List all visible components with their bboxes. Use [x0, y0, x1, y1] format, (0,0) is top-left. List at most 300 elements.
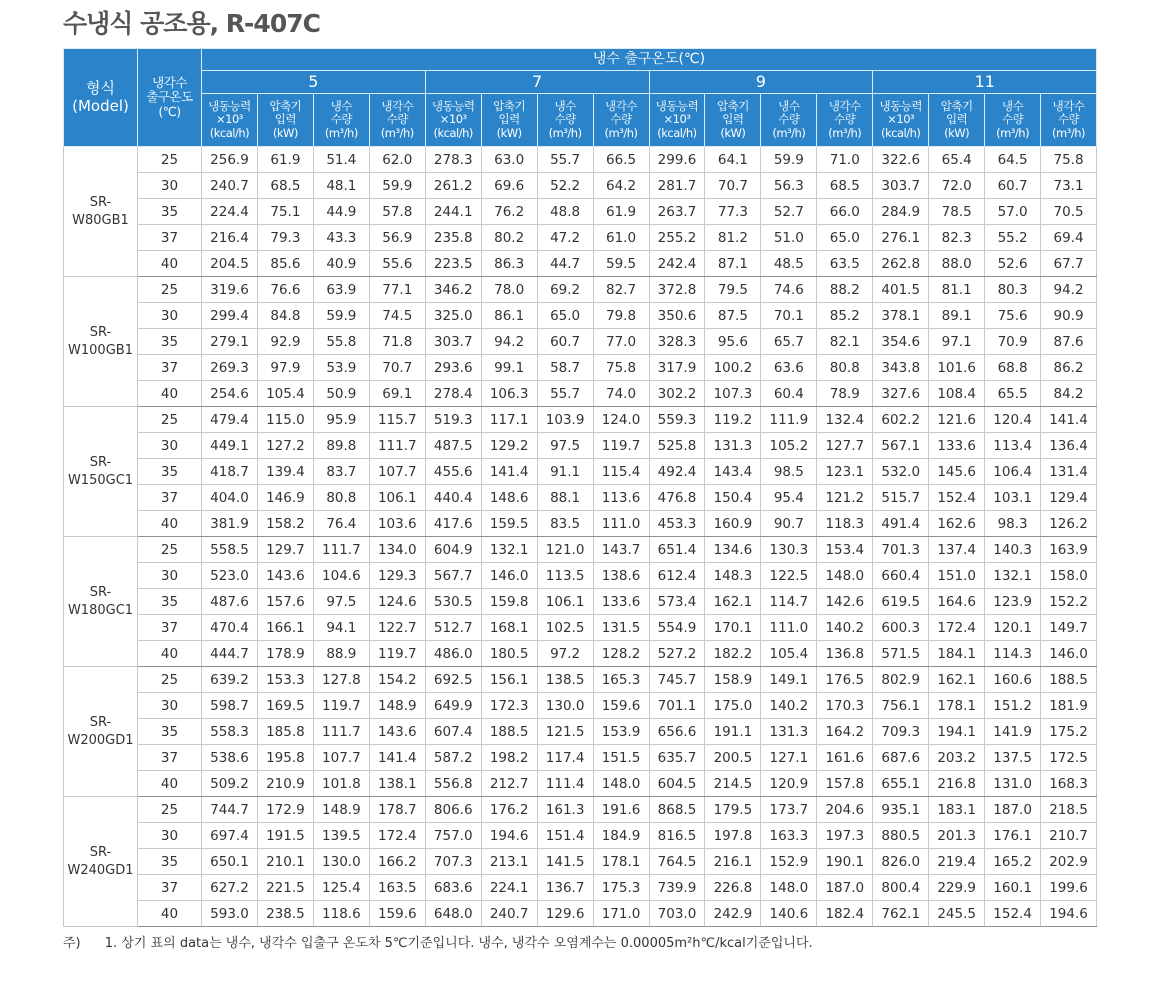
value-cell: 660.4	[873, 563, 929, 589]
value-cell: 74.6	[761, 277, 817, 303]
value-cell: 198.2	[481, 745, 537, 771]
value-cell: 200.5	[705, 745, 761, 771]
table-row	[64, 355, 1097, 381]
value-cell: 121.2	[817, 485, 873, 511]
value-cell: 151.0	[929, 563, 985, 589]
value-cell: 935.1	[873, 797, 929, 823]
value-cell: 327.6	[873, 381, 929, 407]
value-cell: 120.4	[985, 407, 1041, 433]
value-cell: 168.1	[481, 615, 537, 641]
value-cell: 62.0	[369, 147, 425, 173]
value-cell: 161.6	[817, 745, 873, 771]
table-row	[64, 225, 1097, 251]
value-cell: 89.8	[313, 433, 369, 459]
table-row	[64, 277, 1097, 303]
table-row	[64, 199, 1097, 225]
value-cell: 74.0	[593, 381, 649, 407]
value-cell: 70.9	[985, 329, 1041, 355]
model-cell: SR- W200GD1	[64, 667, 138, 797]
value-cell: 183.1	[929, 797, 985, 823]
value-cell: 126.2	[1041, 511, 1097, 537]
value-cell: 346.2	[425, 277, 481, 303]
value-cell: 131.3	[705, 433, 761, 459]
value-cell: 404.0	[202, 485, 258, 511]
value-cell: 127.7	[817, 433, 873, 459]
value-cell: 139.5	[313, 823, 369, 849]
cooling-temp-cell: 35	[138, 199, 202, 225]
value-cell: 152.9	[761, 849, 817, 875]
value-cell: 170.3	[817, 693, 873, 719]
sub-column-header: 냉동능력 ×10³ (kcal/h)	[202, 94, 258, 147]
value-cell: 745.7	[649, 667, 705, 693]
value-cell: 607.4	[425, 719, 481, 745]
value-cell: 77.0	[593, 329, 649, 355]
value-cell: 94.1	[313, 615, 369, 641]
value-cell: 129.4	[1041, 485, 1097, 511]
value-cell: 656.6	[649, 719, 705, 745]
sub-column-header: 압축기 입력 (kW)	[705, 94, 761, 147]
value-cell: 132.4	[817, 407, 873, 433]
value-cell: 532.0	[873, 459, 929, 485]
value-cell: 121.0	[537, 537, 593, 563]
value-cell: 449.1	[202, 433, 258, 459]
value-cell: 97.9	[257, 355, 313, 381]
value-cell: 115.0	[257, 407, 313, 433]
value-cell: 559.3	[649, 407, 705, 433]
table-row	[64, 563, 1097, 589]
value-cell: 122.7	[369, 615, 425, 641]
value-cell: 240.7	[202, 173, 258, 199]
table-body	[64, 147, 1097, 927]
value-cell: 82.3	[929, 225, 985, 251]
value-cell: 141.4	[369, 745, 425, 771]
value-cell: 194.6	[1041, 901, 1097, 927]
value-cell: 538.6	[202, 745, 258, 771]
table-row	[64, 407, 1097, 433]
table-row	[64, 303, 1097, 329]
value-cell: 71.0	[817, 147, 873, 173]
value-cell: 40.9	[313, 251, 369, 277]
value-cell: 216.1	[705, 849, 761, 875]
value-cell: 82.1	[817, 329, 873, 355]
table-row	[64, 693, 1097, 719]
table-row	[64, 147, 1097, 173]
cooling-temp-cell: 37	[138, 485, 202, 511]
value-cell: 111.7	[313, 537, 369, 563]
value-cell: 94.2	[1041, 277, 1097, 303]
value-cell: 105.4	[257, 381, 313, 407]
table-row	[64, 459, 1097, 485]
value-cell: 639.2	[202, 667, 258, 693]
cooling-temp-cell: 25	[138, 407, 202, 433]
value-cell: 143.6	[257, 563, 313, 589]
value-cell: 69.4	[1041, 225, 1097, 251]
value-cell: 106.4	[985, 459, 1041, 485]
value-cell: 240.7	[481, 901, 537, 927]
value-cell: 119.2	[705, 407, 761, 433]
value-cell: 117.1	[481, 407, 537, 433]
value-cell: 604.5	[649, 771, 705, 797]
value-cell: 118.3	[817, 511, 873, 537]
value-cell: 600.3	[873, 615, 929, 641]
value-cell: 148.3	[705, 563, 761, 589]
value-cell: 187.0	[817, 875, 873, 901]
value-cell: 567.7	[425, 563, 481, 589]
value-cell: 687.6	[873, 745, 929, 771]
value-cell: 487.6	[202, 589, 258, 615]
table-row	[64, 511, 1097, 537]
value-cell: 56.9	[369, 225, 425, 251]
value-cell: 80.8	[817, 355, 873, 381]
value-cell: 138.6	[593, 563, 649, 589]
value-cell: 238.5	[257, 901, 313, 927]
value-cell: 279.1	[202, 329, 258, 355]
value-cell: 299.4	[202, 303, 258, 329]
value-cell: 178.1	[929, 693, 985, 719]
value-cell: 191.6	[593, 797, 649, 823]
cooling-temp-cell: 30	[138, 693, 202, 719]
value-cell: 194.6	[481, 823, 537, 849]
value-cell: 97.5	[537, 433, 593, 459]
value-cell: 128.2	[593, 641, 649, 667]
cooling-temp-cell: 35	[138, 589, 202, 615]
value-cell: 75.8	[593, 355, 649, 381]
value-cell: 163.9	[1041, 537, 1097, 563]
value-cell: 152.2	[1041, 589, 1097, 615]
value-cell: 202.9	[1041, 849, 1097, 875]
value-cell: 140.2	[817, 615, 873, 641]
value-cell: 212.7	[481, 771, 537, 797]
value-cell: 120.1	[985, 615, 1041, 641]
value-cell: 650.1	[202, 849, 258, 875]
value-cell: 204.5	[202, 251, 258, 277]
value-cell: 123.9	[985, 589, 1041, 615]
value-cell: 105.4	[761, 641, 817, 667]
table-row	[64, 615, 1097, 641]
model-cell: SR- W240GD1	[64, 797, 138, 927]
value-cell: 216.8	[929, 771, 985, 797]
value-cell: 153.4	[817, 537, 873, 563]
value-cell: 635.7	[649, 745, 705, 771]
value-cell: 381.9	[202, 511, 258, 537]
value-cell: 78.5	[929, 199, 985, 225]
value-cell: 140.3	[985, 537, 1041, 563]
value-cell: 350.6	[649, 303, 705, 329]
value-cell: 245.5	[929, 901, 985, 927]
value-cell: 75.8	[1041, 147, 1097, 173]
value-cell: 197.8	[705, 823, 761, 849]
value-cell: 701.1	[649, 693, 705, 719]
value-cell: 598.7	[202, 693, 258, 719]
value-cell: 158.0	[1041, 563, 1097, 589]
value-cell: 130.3	[761, 537, 817, 563]
value-cell: 175.0	[705, 693, 761, 719]
value-cell: 619.5	[873, 589, 929, 615]
sub-column-header: 냉각수 수량 (m³/h)	[369, 94, 425, 147]
value-cell: 84.2	[1041, 381, 1097, 407]
table-row	[64, 433, 1097, 459]
value-cell: 118.6	[313, 901, 369, 927]
value-cell: 70.1	[761, 303, 817, 329]
value-cell: 172.4	[369, 823, 425, 849]
value-cell: 80.8	[313, 485, 369, 511]
value-cell: 43.3	[313, 225, 369, 251]
value-cell: 78.9	[817, 381, 873, 407]
value-cell: 554.9	[649, 615, 705, 641]
chilled-temp-7: 7	[425, 71, 649, 94]
value-cell: 61.9	[257, 147, 313, 173]
value-cell: 168.3	[1041, 771, 1097, 797]
cooling-water-temp-header: 냉각수 출구온도 (℃)	[138, 49, 202, 147]
value-cell: 140.2	[761, 693, 817, 719]
value-cell: 293.6	[425, 355, 481, 381]
value-cell: 479.4	[202, 407, 258, 433]
value-cell: 79.8	[593, 303, 649, 329]
value-cell: 152.4	[929, 485, 985, 511]
cooling-temp-cell: 40	[138, 901, 202, 927]
value-cell: 470.4	[202, 615, 258, 641]
sub-column-header: 냉각수 수량 (m³/h)	[1041, 94, 1097, 147]
table-row	[64, 849, 1097, 875]
value-cell: 214.5	[705, 771, 761, 797]
sub-column-header: 냉수 수량 (m³/h)	[313, 94, 369, 147]
value-cell: 97.5	[313, 589, 369, 615]
value-cell: 82.7	[593, 277, 649, 303]
value-cell: 512.7	[425, 615, 481, 641]
table-row	[64, 875, 1097, 901]
table-row	[64, 719, 1097, 745]
value-cell: 762.1	[873, 901, 929, 927]
value-cell: 216.4	[202, 225, 258, 251]
value-cell: 44.7	[537, 251, 593, 277]
value-cell: 117.4	[537, 745, 593, 771]
value-cell: 158.2	[257, 511, 313, 537]
value-cell: 136.4	[1041, 433, 1097, 459]
value-cell: 151.2	[985, 693, 1041, 719]
footnote-mark: 주)	[63, 936, 81, 951]
cooling-temp-cell: 37	[138, 615, 202, 641]
value-cell: 159.8	[481, 589, 537, 615]
cooling-temp-cell: 37	[138, 355, 202, 381]
value-cell: 103.1	[985, 485, 1041, 511]
value-cell: 178.7	[369, 797, 425, 823]
value-cell: 85.2	[817, 303, 873, 329]
cooling-temp-cell: 40	[138, 251, 202, 277]
cooling-temp-cell: 25	[138, 797, 202, 823]
value-cell: 56.3	[761, 173, 817, 199]
value-cell: 221.5	[257, 875, 313, 901]
sub-column-header: 냉수 수량 (m³/h)	[761, 94, 817, 147]
value-cell: 197.3	[817, 823, 873, 849]
value-cell: 172.4	[929, 615, 985, 641]
value-cell: 66.0	[817, 199, 873, 225]
value-cell: 164.6	[929, 589, 985, 615]
value-cell: 97.2	[537, 641, 593, 667]
value-cell: 88.1	[537, 485, 593, 511]
table-row	[64, 641, 1097, 667]
model-cell: SR- W180GC1	[64, 537, 138, 667]
value-cell: 224.4	[202, 199, 258, 225]
value-cell: 86.1	[481, 303, 537, 329]
chilled-temp-11: 11	[873, 71, 1097, 94]
chilled-temp-5: 5	[202, 71, 426, 94]
value-cell: 121.5	[537, 719, 593, 745]
value-cell: 90.7	[761, 511, 817, 537]
value-cell: 80.3	[985, 277, 1041, 303]
sub-column-header: 압축기 입력 (kW)	[481, 94, 537, 147]
value-cell: 602.2	[873, 407, 929, 433]
value-cell: 262.8	[873, 251, 929, 277]
value-cell: 169.5	[257, 693, 313, 719]
value-cell: 124.0	[593, 407, 649, 433]
cooling-temp-cell: 40	[138, 641, 202, 667]
value-cell: 226.8	[705, 875, 761, 901]
performance-table	[63, 48, 1097, 927]
value-cell: 75.6	[985, 303, 1041, 329]
value-cell: 154.2	[369, 667, 425, 693]
value-cell: 44.9	[313, 199, 369, 225]
value-cell: 567.1	[873, 433, 929, 459]
value-cell: 65.4	[929, 147, 985, 173]
sub-column-header: 냉각수 수량 (m³/h)	[817, 94, 873, 147]
value-cell: 190.1	[817, 849, 873, 875]
value-cell: 148.0	[817, 563, 873, 589]
value-cell: 707.3	[425, 849, 481, 875]
value-cell: 519.3	[425, 407, 481, 433]
value-cell: 195.8	[257, 745, 313, 771]
value-cell: 151.5	[593, 745, 649, 771]
value-cell: 401.5	[873, 277, 929, 303]
table-row	[64, 329, 1097, 355]
value-cell: 120.9	[761, 771, 817, 797]
value-cell: 223.5	[425, 251, 481, 277]
table-row	[64, 901, 1097, 927]
value-cell: 55.2	[985, 225, 1041, 251]
value-cell: 103.6	[369, 511, 425, 537]
value-cell: 107.3	[705, 381, 761, 407]
value-cell: 111.4	[537, 771, 593, 797]
value-cell: 160.1	[985, 875, 1041, 901]
value-cell: 78.0	[481, 277, 537, 303]
value-cell: 149.1	[761, 667, 817, 693]
value-cell: 113.6	[593, 485, 649, 511]
value-cell: 141.4	[1041, 407, 1097, 433]
cooling-temp-cell: 40	[138, 771, 202, 797]
value-cell: 136.8	[817, 641, 873, 667]
value-cell: 254.6	[202, 381, 258, 407]
value-cell: 63.0	[481, 147, 537, 173]
cooling-temp-cell: 35	[138, 719, 202, 745]
value-cell: 58.7	[537, 355, 593, 381]
table-row	[64, 667, 1097, 693]
table-row	[64, 589, 1097, 615]
value-cell: 159.6	[369, 901, 425, 927]
value-cell: 131.5	[593, 615, 649, 641]
value-cell: 278.3	[425, 147, 481, 173]
value-cell: 55.6	[369, 251, 425, 277]
value-cell: 303.7	[873, 173, 929, 199]
cooling-temp-cell: 30	[138, 823, 202, 849]
value-cell: 218.5	[1041, 797, 1097, 823]
value-cell: 83.7	[313, 459, 369, 485]
value-cell: 59.5	[593, 251, 649, 277]
value-cell: 119.7	[593, 433, 649, 459]
value-cell: 52.2	[537, 173, 593, 199]
value-cell: 131.4	[1041, 459, 1097, 485]
value-cell: 194.1	[929, 719, 985, 745]
value-cell: 604.9	[425, 537, 481, 563]
value-cell: 134.6	[705, 537, 761, 563]
value-cell: 119.7	[369, 641, 425, 667]
value-cell: 176.5	[817, 667, 873, 693]
value-cell: 213.1	[481, 849, 537, 875]
model-cell: SR- W80GB1	[64, 147, 138, 277]
cooling-temp-cell: 30	[138, 433, 202, 459]
value-cell: 63.5	[817, 251, 873, 277]
value-cell: 64.1	[705, 147, 761, 173]
cooling-temp-cell: 30	[138, 303, 202, 329]
value-cell: 134.0	[369, 537, 425, 563]
value-cell: 59.9	[369, 173, 425, 199]
value-cell: 65.7	[761, 329, 817, 355]
value-cell: 127.8	[313, 667, 369, 693]
value-cell: 649.9	[425, 693, 481, 719]
sub-column-header: 냉수 수량 (m³/h)	[985, 94, 1041, 147]
value-cell: 178.1	[593, 849, 649, 875]
value-cell: 52.7	[761, 199, 817, 225]
value-cell: 136.7	[537, 875, 593, 901]
value-cell: 113.4	[985, 433, 1041, 459]
value-cell: 75.1	[257, 199, 313, 225]
value-cell: 50.9	[313, 381, 369, 407]
cooling-temp-cell: 25	[138, 667, 202, 693]
value-cell: 60.7	[985, 173, 1041, 199]
value-cell: 106.3	[481, 381, 537, 407]
value-cell: 107.7	[313, 745, 369, 771]
value-cell: 108.4	[929, 381, 985, 407]
value-cell: 137.4	[929, 537, 985, 563]
cooling-temp-cell: 30	[138, 563, 202, 589]
value-cell: 64.2	[593, 173, 649, 199]
value-cell: 556.8	[425, 771, 481, 797]
value-cell: 130.0	[537, 693, 593, 719]
table-row	[64, 797, 1097, 823]
value-cell: 150.4	[705, 485, 761, 511]
cooling-temp-cell: 40	[138, 511, 202, 537]
value-cell: 269.3	[202, 355, 258, 381]
cooling-temp-cell: 25	[138, 147, 202, 173]
footnote	[63, 932, 813, 951]
sub-column-header: 냉동능력 ×10³ (kcal/h)	[873, 94, 929, 147]
value-cell: 59.9	[761, 147, 817, 173]
value-cell: 509.2	[202, 771, 258, 797]
value-cell: 284.9	[873, 199, 929, 225]
value-cell: 210.1	[257, 849, 313, 875]
value-cell: 113.5	[537, 563, 593, 589]
value-cell: 701.3	[873, 537, 929, 563]
value-cell: 523.0	[202, 563, 258, 589]
value-cell: 52.6	[985, 251, 1041, 277]
value-cell: 77.3	[705, 199, 761, 225]
value-cell: 593.0	[202, 901, 258, 927]
value-cell: 492.4	[649, 459, 705, 485]
value-cell: 127.2	[257, 433, 313, 459]
value-cell: 372.8	[649, 277, 705, 303]
value-cell: 444.7	[202, 641, 258, 667]
value-cell: 73.1	[1041, 173, 1097, 199]
value-cell: 491.4	[873, 511, 929, 537]
value-cell: 63.6	[761, 355, 817, 381]
